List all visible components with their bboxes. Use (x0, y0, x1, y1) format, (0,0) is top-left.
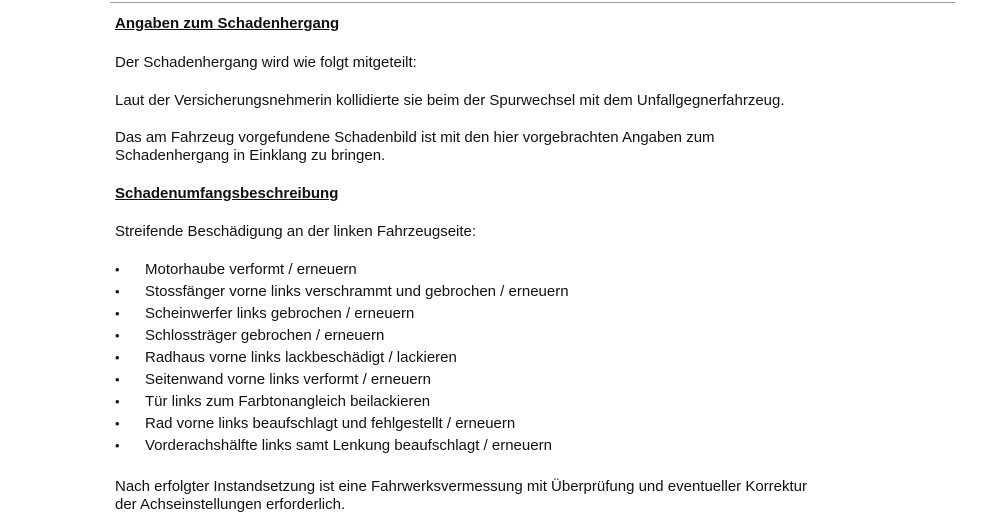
bullet-icon: • (115, 394, 120, 409)
bullet-icon: • (115, 372, 120, 387)
list-item-text: Radhaus vorne links lackbeschädigt / lackieren (145, 349, 457, 366)
bullet-icon: • (115, 438, 120, 453)
paragraph-fahrwerksvermessung-line2: der Achseinstellungen erforderlich. (115, 496, 346, 513)
paragraph-versicherungsnehmerin: Laut der Versicherungsnehmerin kollidierte sie beim der Spurwechsel mit dem Unfallgegnerfahrzeug. (115, 92, 785, 109)
top-divider (110, 2, 955, 3)
paragraph-schadenbild-line2: Schadenhergang in Einklang zu bringen. (115, 147, 386, 164)
paragraph-schadenbild-line1: Das am Fahrzeug vorgefundene Schadenbild ist mit den hier vorgebrachten Angaben zum (115, 129, 715, 146)
paragraph-fahrwerksvermessung-line1: Nach erfolgter Instandsetzung ist eine Fahrwerksvermessung mit Überprüfung und eventueller Korrektur (115, 478, 808, 495)
bullet-icon: • (115, 328, 120, 343)
list-item-text: Seitenwand vorne links verformt / erneuern (145, 371, 431, 388)
list-item-text: Rad vorne links beaufschlagt und fehlgestellt / erneuern (145, 415, 516, 432)
list-item-text: Vorderachshälfte links samt Lenkung beaufschlagt / erneuern (145, 437, 552, 454)
list-item-text: Tür links zum Farbtonangleich beilackieren (145, 393, 431, 410)
list-item-text: Motorhaube verformt / erneuern (145, 261, 357, 278)
list-item-text: Stossfänger vorne links verschrammt und gebrochen / erneuern (145, 283, 569, 300)
heading-schadenhergang: Angaben zum Schadenhergang (115, 15, 340, 32)
paragraph-mitteilung: Der Schadenhergang wird wie folgt mitgeteilt: (115, 54, 417, 71)
paragraph-beschaedigung: Streifende Beschädigung an der linken Fahrzeugseite: (115, 223, 477, 240)
bullet-icon: • (115, 306, 120, 321)
bullet-icon: • (115, 416, 120, 431)
bullet-icon: • (115, 262, 120, 277)
bullet-icon: • (115, 284, 120, 299)
bullet-icon: • (115, 350, 120, 365)
list-item-text: Scheinwerfer links gebrochen / erneuern (145, 305, 415, 322)
heading-schadenumfang: Schadenumfangsbeschreibung (115, 185, 339, 202)
list-item-text: Schlossträger gebrochen / erneuern (145, 327, 385, 344)
